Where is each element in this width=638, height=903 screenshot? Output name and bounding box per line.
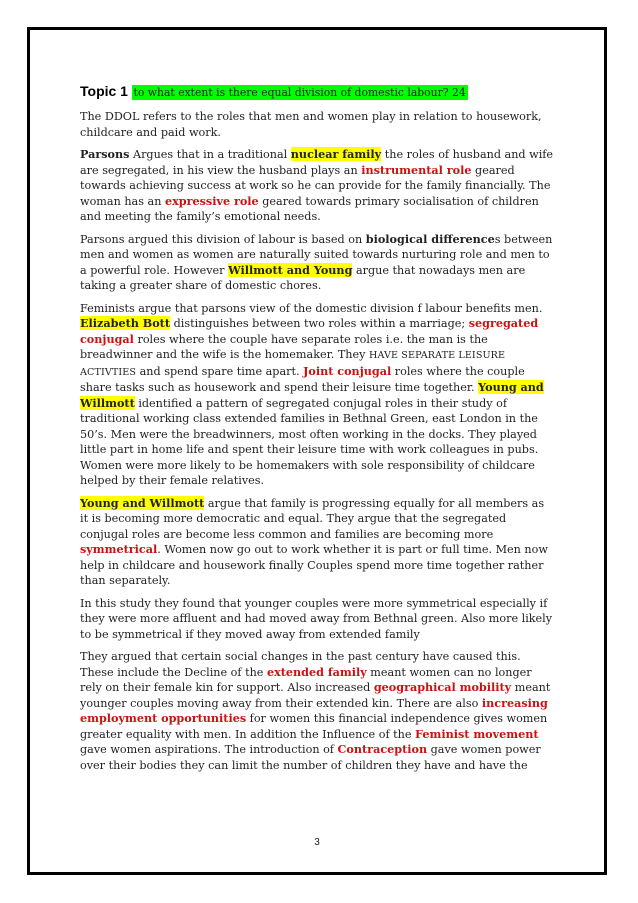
- text-run: meant younger couples moving away from their extended kin. There are also: [80, 681, 551, 710]
- instrumental-role-term: instrumental role: [361, 162, 472, 177]
- text-run: identified a pattern of segregated conjugal roles in their study of traditional working class extended families in Bethnal Green, east London in the 50’s. Men were the breadwinners, most often working in the docks. They played little part in home life and spent their leisure time with work colleagues in pubs. Women were more likely to be homemakers with sole responsibility of childcare helped by their female relatives.: [80, 396, 539, 487]
- willmott-young-term: Willmott and Young: [228, 262, 353, 277]
- text-run: Argues that in a traditional: [129, 148, 291, 161]
- text-run: gave women aspirations. The introduction of: [80, 743, 338, 756]
- text-run: s between men and women as women are naturally suited towards nurturing role and men to a powerful role. However: [80, 232, 553, 277]
- text-run: for women this financial independence gives women greater equality with men. In addition the Influence of the: [80, 712, 548, 741]
- paragraph-symmetrical-family: [80, 496, 555, 589]
- nuclear-family-term: nuclear family: [290, 147, 382, 161]
- document-page: [27, 27, 607, 875]
- biological-difference-term: biological difference: [365, 231, 495, 246]
- feminist-movement-term: Feminist movement: [415, 726, 539, 741]
- contraception-term: Contraception: [337, 742, 428, 756]
- text-run: gave women power over their bodies they can limit the number of children they have and have the: [80, 743, 541, 772]
- paragraph-study-findings: [80, 596, 555, 643]
- paragraph-biological-differences: [80, 232, 555, 294]
- separate-leisure-caps: HAVE SEPARATE LEISURE ACTIVTIES: [80, 350, 506, 378]
- text-run: Feminists argue that parsons view of the domestic division f labour benefits men.: [80, 301, 543, 315]
- topic-question: to what extent is there equal division of domestic labour? 24: [133, 86, 466, 99]
- elizabeth-bott-term: Elizabeth Bott: [80, 316, 171, 330]
- paragraph-parsons: [80, 147, 555, 225]
- text-run: argue that nowadays men are taking a greater share of domestic chores.: [80, 263, 526, 292]
- paragraph-ddol-definition: [80, 109, 555, 140]
- page-number: 3: [314, 837, 320, 848]
- text-run: the roles of husband and wife are segregated, in his view the husband plays an: [80, 148, 554, 177]
- expressive-role-term: expressive role: [164, 193, 259, 208]
- text-run: distinguishes between two roles within a marriage;: [170, 317, 469, 330]
- text-run: . Women now go out to work whether it is part or full time. Men now help in childcare and housework finally Couples spend more time together rather than separately.: [80, 543, 548, 587]
- joint-conjugal-term: Joint conjugal: [303, 363, 392, 378]
- young-willmott-term: Young and Willmott: [80, 495, 205, 510]
- text-run: They argued that certain social changes in the past century have caused this. These include the Decline of the: [80, 650, 521, 679]
- extended-family-term: extended family: [266, 664, 367, 679]
- segregated-conjugal-term: segregated conjugal: [80, 316, 539, 346]
- text-run: In this study they found that younger couples were more symmetrical especially if they were more affluent and had moved away from Bethnal green. Also more likely to be symmetrical if they moved away from extended family: [80, 596, 553, 641]
- text-run: and spend spare time apart.: [136, 364, 304, 378]
- symmetrical-term: symmetrical: [80, 542, 158, 556]
- topic-label: Topic 1: [80, 83, 128, 99]
- topic-heading: [80, 82, 555, 102]
- paragraph-feminists-bott: [80, 301, 555, 489]
- text-run: meant women can no longer rely on their female kin for support. Also increased: [80, 665, 532, 694]
- text-run: The DDOL refers to the roles that men and women play in relation to housework, childcare and paid work.: [80, 110, 542, 139]
- text-run: geared towards achieving success at work so he can provide for the family financially. The woman has an: [80, 163, 551, 208]
- text-run: geared towards primary socialisation of children and meeting the family’s emotional needs.: [80, 194, 539, 223]
- text-run: Parsons argued this division of labour is based on: [80, 232, 366, 246]
- text-run: roles where the couple have separate roles i.e. the man is the breadwinner and the wife is the homemaker. They: [80, 332, 488, 361]
- parsons-term: Parsons: [80, 147, 130, 161]
- text-run: argue that family is progressing equally for all members as it is becoming more democratic and equal. They argue that the segregated conjugal roles are become less common and families are becoming more: [80, 496, 545, 541]
- text-run: roles where the couple share tasks such as housework and spend their leisure time together.: [80, 364, 525, 394]
- geographical-mobility-term: geographical mobility: [373, 680, 512, 694]
- page-content: [80, 82, 555, 780]
- increasing-employment-term: increasing employment opportunities: [80, 695, 548, 725]
- paragraph-social-changes: [80, 649, 555, 773]
- young-willmott-term: Young and Willmott: [80, 380, 544, 410]
